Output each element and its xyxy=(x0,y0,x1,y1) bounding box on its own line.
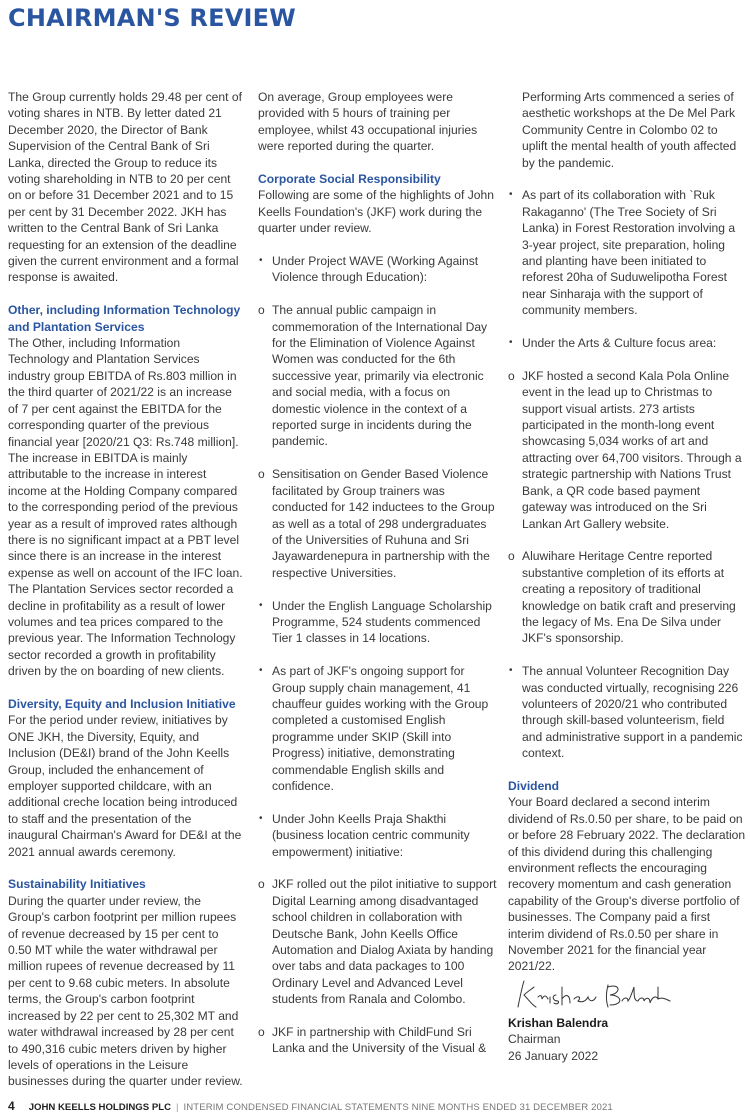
section-body-dei: For the period under review, initiatives by ONE JKH, the Diversity, Equity, and Inclusion (DE&I) brand of the John Keells Group, included the enhancement of employer supported childcare, with an additional creche location being introduced to staff and the presentation of the inaugural Chairman's Award for DE&I at the 2021 annual awards ceremony. xyxy=(8,713,242,859)
list-item-text: Aluwihare Heritage Centre reported substantive completion of its efforts at creating a repository of traditional knowledge on batik craft and preserving the legacy of Ms. Ena De Silva under JKF's sponsorship. xyxy=(522,549,736,646)
section-body-other-it-plantation: The Other, including Information Technology and Plantation Services industry group EBITDA of Rs.803 million in the third quarter of 2021/22 is an increase of 7 per cent against the EBITDA for the corresponding quarter of the previous financial year [2020/21 Q3: Rs.748 million]. The increase in EBITDA is mainly attributable to the increase in interest income at the Holding Company compared to the corresponding period of the previous year as a result of improved rates although there is no significant impact at a PBT level since there is an increase in the interest expense as well on account of the IFC loan. The Plantation Services sector recorded a decline in profitability as a result of lower volumes and tea prices compared to the previous year. The Information Technology sector recorded a growth in profitability driven by the on boarding of new clients. xyxy=(8,336,243,679)
page-number: 4 xyxy=(8,1099,15,1113)
list-item xyxy=(508,548,746,646)
list-item-text: JKF in partnership with ChildFund Sri Lanka and the University of the Visual & xyxy=(272,1025,487,1056)
continuation-paragraph: Performing Arts commenced a series of aesthetic workshops at the De Mel Park Community Centre in Colombo 02 to uplift the mental health of youth affected by the pandemic. xyxy=(522,90,737,170)
list-item xyxy=(258,811,498,860)
section-body-sustainability: During the quarter under review, the Group's carbon footprint per million rupees of revenue decreased by 15 per cent to 0.50 MT while the water withdrawal per million rupees of revenue decreased by 11 per cent to 9.68 cubic meters. In absolute terms, the Group's carbon footprint increased by 22 per cent to 25,302 MT and water withdrawal increased by 28 per cent to 490,316 cubic meters driven by higher levels of operations in the Leisure businesses during the quarter under review. xyxy=(8,893,243,1089)
section-heading-dei: Diversity, Equity and Inclusion Initiative xyxy=(8,697,236,711)
bullet-circle-icon: o xyxy=(508,368,515,383)
list-item xyxy=(258,663,498,794)
list-item xyxy=(258,466,498,581)
list-item-text: The annual Volunteer Recognition Day was conducted virtually, recognising 226 volunteers of 2020/21 who contributed through skill-based volunteerism, field and administrative support in a pandemic context. xyxy=(522,664,743,761)
signature-date: 26 January 2022 xyxy=(508,1048,599,1063)
column-1 xyxy=(8,89,244,1106)
column-3 xyxy=(508,89,746,1064)
list-item xyxy=(508,335,746,351)
bullet-dot-icon: • xyxy=(509,665,513,677)
handwritten-signature-icon xyxy=(512,977,672,1015)
list-item xyxy=(258,598,498,647)
bullet-dot-icon: • xyxy=(259,812,263,824)
bullet-dot-icon: • xyxy=(509,337,513,349)
list-item-text: As part of JKF's ongoing support for Group supply chain management, 41 chauffeur guides working with the Group completed a customised English programme under SKIP (Skill into Progress) initiative, demonstrating commendable English skills and confidence. xyxy=(272,664,489,793)
list-item-text: JKF hosted a second Kala Pola Online event in the lead up to Christmas to support visual artists. 273 artists participated in the month-long event showcasing 5,034 works of art and attracting over 64,700 visitors. Through a strategic partnership with Nations Trust Bank, a QR code based payment gateway was introduced on the Sri Lankan Art Gallery website. xyxy=(522,368,742,531)
footer-separator: | xyxy=(176,1102,179,1113)
page-footer xyxy=(8,1099,613,1113)
list-item-text: Sensitisation on Gender Based Violence facilitated by Group trainers was conducted for 142 inductees to the Group as well as a total of 298 undergraduates of the Universities of Ruhuna and Sri Jayawardenepura in partnership with the respective Universities. xyxy=(272,467,495,580)
list-item xyxy=(508,187,746,318)
company-name: JOHN KEELLS HOLDINGS PLC xyxy=(28,1102,172,1113)
list-item-text: The annual public campaign in commemoration of the International Day for the Elimination of Violence Against Women was conducted for the 6th successive year, primarily via electronic and social media, with a focus on domestic violence in the context of a reported surge in incidents during the pandemic. xyxy=(272,303,488,449)
list-item xyxy=(258,253,498,286)
list-item xyxy=(508,663,746,761)
signature-image xyxy=(512,977,746,1015)
page-title: CHAIRMAN'S REVIEW xyxy=(8,4,296,32)
signer-name: Krishan Balendra xyxy=(508,1015,609,1030)
bullet-circle-icon: o xyxy=(258,1025,265,1040)
section-heading-csr: Corporate Social Responsibility xyxy=(258,172,441,187)
bullet-circle-icon: o xyxy=(258,467,265,482)
list-item-text: As part of its collaboration with `Ruk Rakaganno' (The Tree Society of Sri Lanka) in Forest Restoration involving a 3-year project, site preparation, holing and planting have been initiated to reforest 20ha of Suduwelipotha Forest near Sinharaja with the support of community members. xyxy=(522,188,736,318)
column-2 xyxy=(258,89,498,1073)
dividend-paragraph: Your Board declared a second interim dividend of Rs.0.50 per share, to be paid on or before 28 February 2022. The declaration of this dividend during this challenging environment reflects the encouraging recovery momentum and cash generation capability of the Group's diverse portfolio of businesses. The Company paid a first interim dividend of Rs.0.50 per share in November 2021 for the financial year 2021/22. xyxy=(508,795,746,974)
list-item xyxy=(258,302,498,450)
bullet-circle-icon: o xyxy=(508,549,515,564)
list-item-text: Under the English Language Scholarship Programme, 524 students commenced Tier 1 classes in 14 locations. xyxy=(272,598,492,646)
list-item-text: Under the Arts & Culture focus area: xyxy=(522,336,717,351)
section-heading-other-it-plantation: Other, including Information Technology and Plantation Services xyxy=(8,303,241,334)
bullet-dot-icon: • xyxy=(259,665,263,677)
list-item xyxy=(508,368,746,532)
bullet-circle-icon: o xyxy=(258,877,265,892)
training-paragraph: On average, Group employees were provided with 5 hours of training per employee, whilst 43 occupational injuries were reported during the quarter. xyxy=(258,90,478,154)
signer-title: Chairman xyxy=(508,1032,561,1047)
list-item xyxy=(258,1024,498,1057)
bullet-dot-icon: • xyxy=(259,599,263,611)
list-item-text: JKF rolled out the pilot initiative to support Digital Learning among disadvantaged school children in collaboration with Deutsche Bank, John Keells Office Automation and Dialog Axiata by handing over tabs and data packages to 100 Ordinary Level and Advanced Level students from Ranala and Colombo. xyxy=(272,877,497,1007)
csr-intro-paragraph: Following are some of the highlights of John Keells Foundation's (JKF) work during the quarter under review. xyxy=(258,188,494,236)
bullet-dot-icon: • xyxy=(509,189,513,201)
bullet-dot-icon: • xyxy=(259,255,263,267)
list-item-text: Under John Keells Praja Shakthi (business location centric community empowerment) initiative: xyxy=(272,811,470,859)
section-heading-sustainability: Sustainability Initiatives xyxy=(8,877,146,892)
list-item-text: Under Project WAVE (Working Against Violence through Education): xyxy=(272,254,479,285)
document-title: INTERIM CONDENSED FINANCIAL STATEMENTS NINE MONTHS ENDED 31 DECEMBER 2021 xyxy=(183,1102,613,1113)
ntb-shareholding-paragraph: The Group currently holds 29.48 per cent of voting shares in NTB. By letter dated 21 December 2020, the Director of Bank Supervision of the Central Bank of Sri Lanka, directed the Group to reduce its voting shareholding in NTB to 20 per cent on or before 31 December 2021 and to 15 per cent by 31 December 2022. JKH has written to the Central Bank of Sri Lanka requesting for an extension of the deadline given the current environment and a formal response is awaited. xyxy=(8,90,242,285)
bullet-circle-icon: o xyxy=(258,303,265,318)
section-heading-dividend: Dividend xyxy=(508,778,560,793)
list-item xyxy=(258,876,498,1007)
